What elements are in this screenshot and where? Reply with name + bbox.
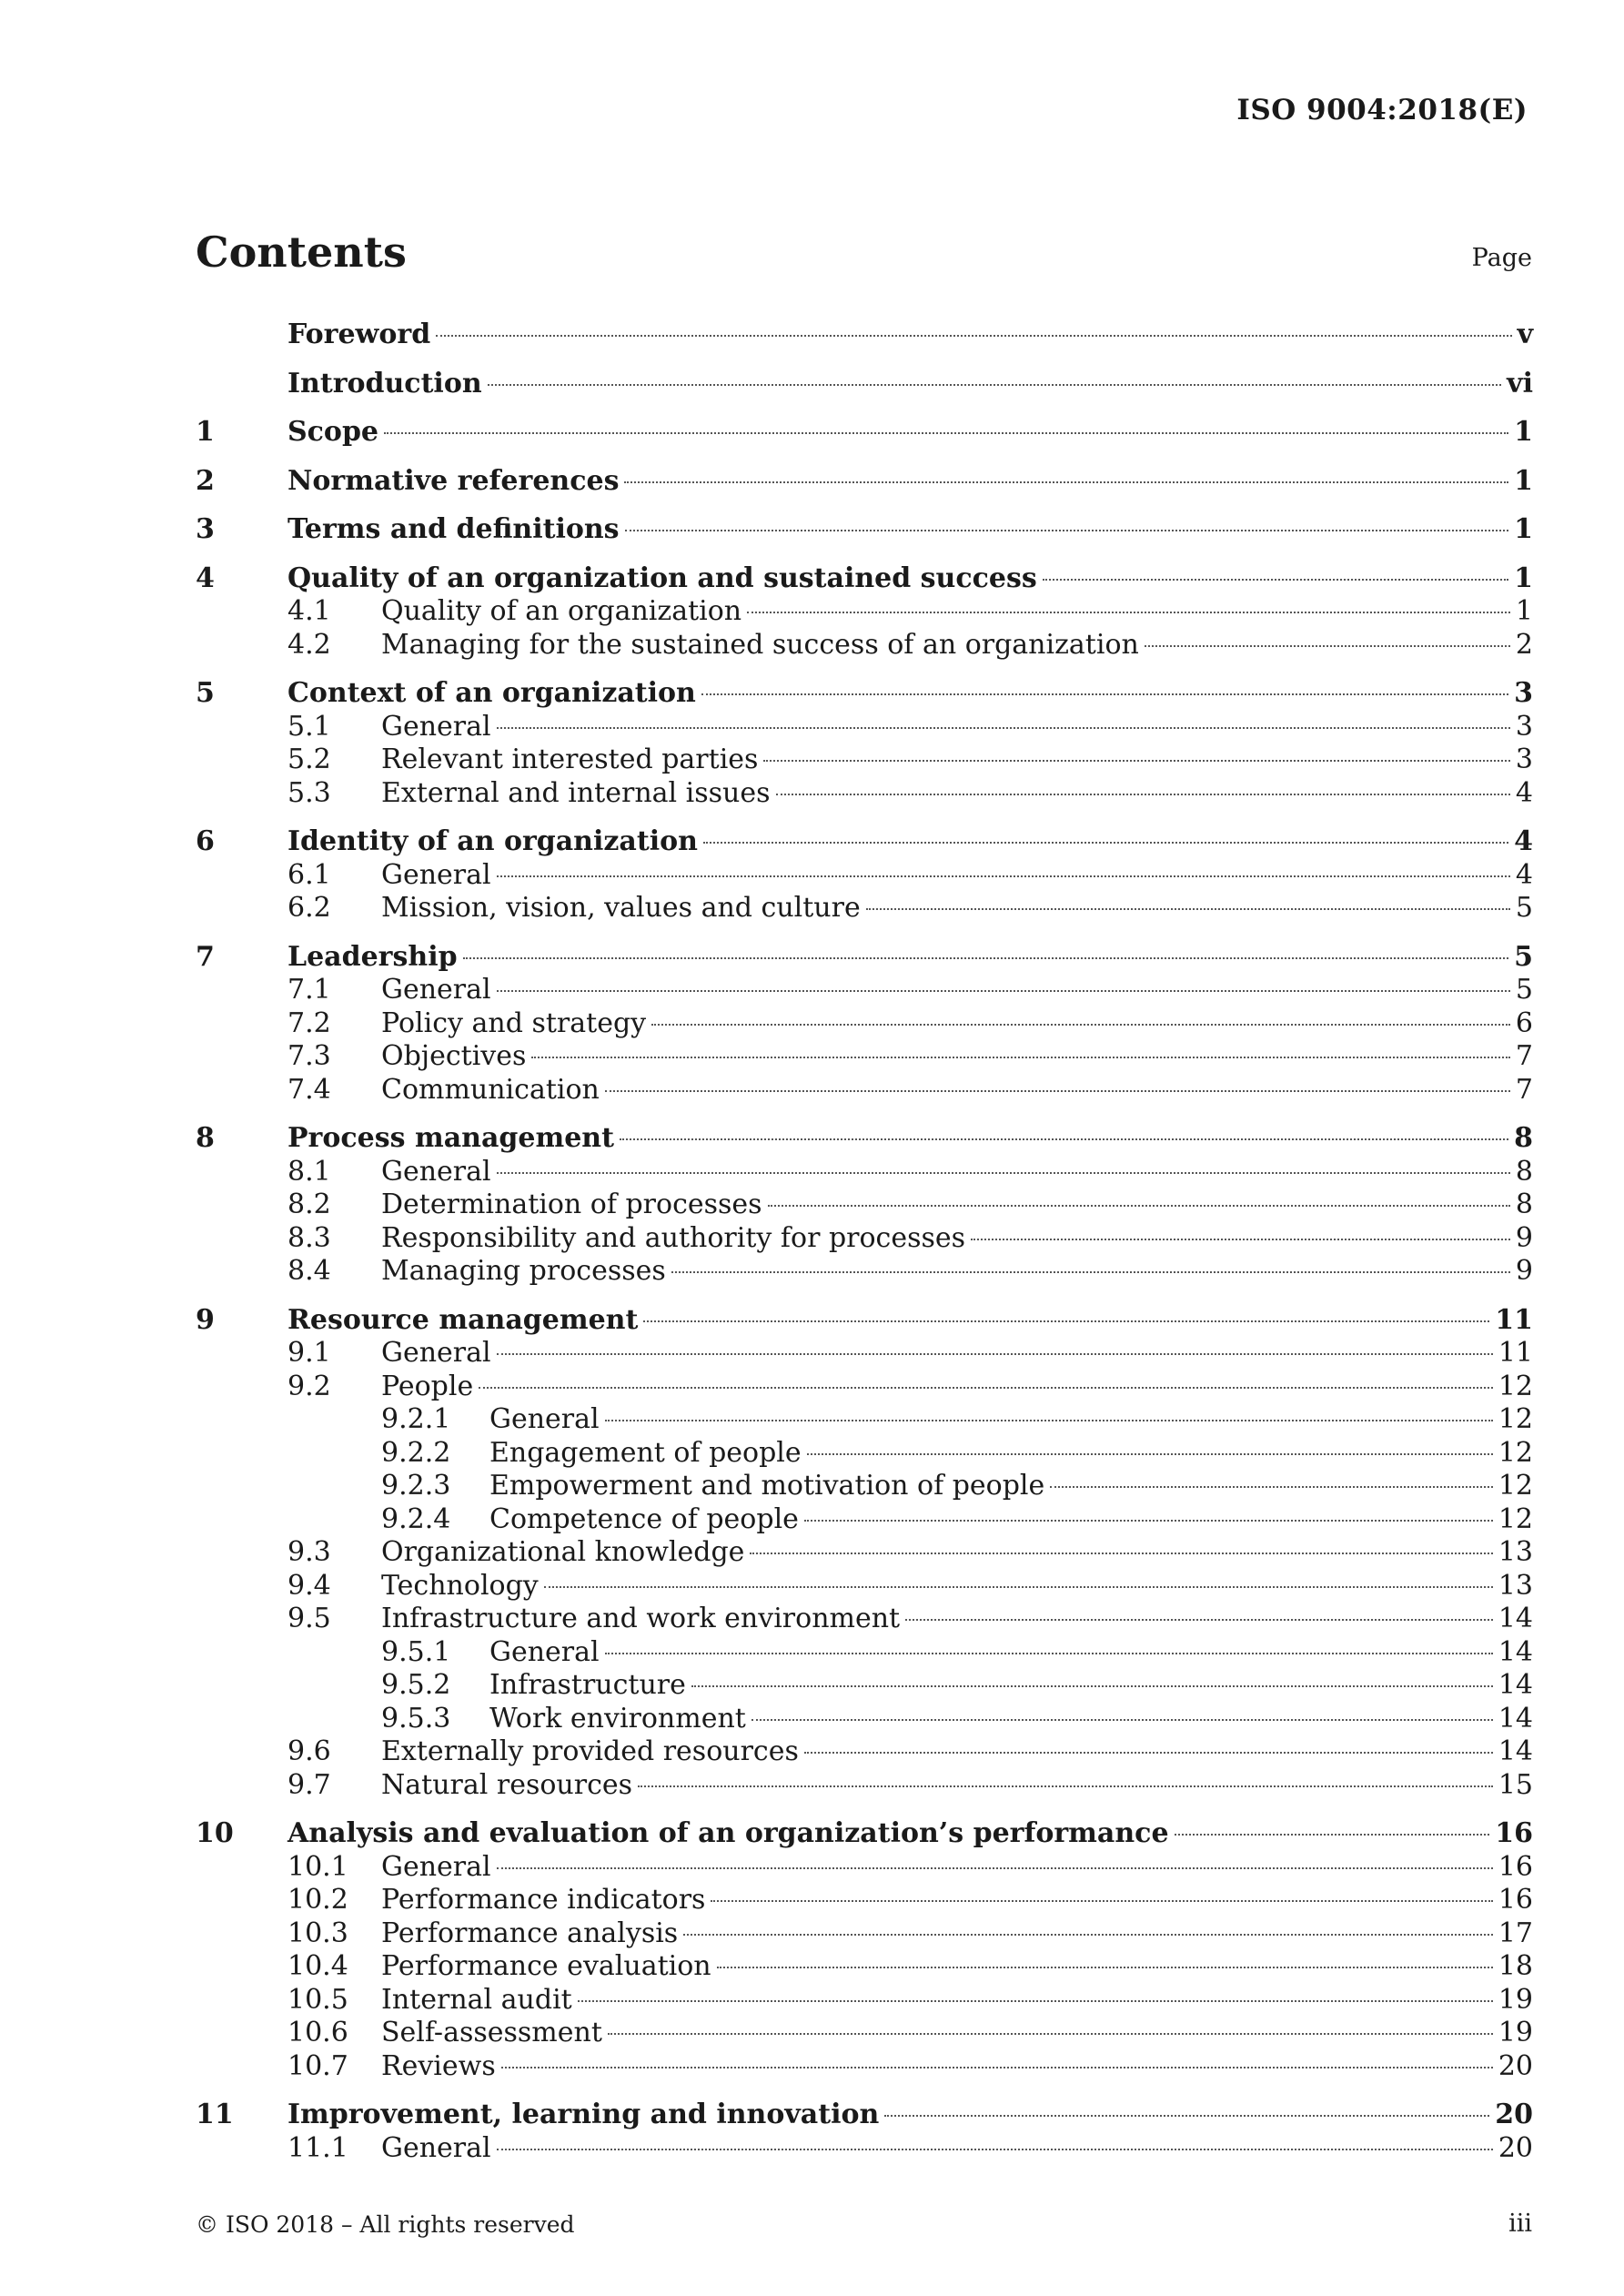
toc-entry[interactable] [196,1156,1533,1189]
toc-entry-page: 20 [1498,2049,1533,2082]
toc-leader-dots [643,1320,1489,1322]
toc-entry[interactable] [196,1536,1533,1570]
toc-leader-dots [807,1453,1493,1455]
toc-entry-page: 19 [1498,1983,1533,2016]
toc-entry-page: 12 [1498,1403,1533,1435]
toc-leader-dots [625,530,1509,531]
toc-entry-number: 9.2.1 [381,1403,451,1435]
toc-leader-dots [497,2149,1493,2150]
toc-entry-title: General [381,974,491,1006]
toc-entry-number: 6.2 [287,892,331,924]
toc-entry[interactable] [196,1950,1533,1984]
toc-entry[interactable] [196,1817,1533,1851]
toc-entry-number: 10.6 [287,2017,348,2048]
toc-entry-page: 12 [1498,1436,1533,1469]
toc-entry-title: Identity of an organization [287,825,698,857]
toc-entry[interactable] [196,562,1533,596]
toc-entry-page: 18 [1498,1950,1533,1982]
toc-entry[interactable] [196,1735,1533,1769]
toc-entry-title: Responsibility and authority for processes [381,1221,966,1254]
toc-entry-title: People [381,1370,474,1402]
toc-entry-page: 3 [1515,710,1533,743]
toc-entry[interactable] [196,513,1533,547]
toc-entry-title: Internal audit [381,1983,572,2016]
toc-entry-title: Reviews [381,2049,496,2082]
table-of-contents [196,319,1533,2165]
toc-entry-number: 4 [196,561,215,594]
toc-entry-page: 16 [1495,1817,1533,1849]
toc-entry-number: 9.5.1 [381,1635,451,1668]
toc-entry-title: Work environment [489,1702,746,1735]
toc-entry-number: 9.2.4 [381,1502,451,1535]
toc-entry-number: 10.4 [287,1950,348,1982]
toc-leader-dots [866,908,1510,910]
toc-entry[interactable] [196,2017,1533,2050]
toc-entry-title: Determination of processes [381,1188,762,1220]
toc-entry-page: 5 [1515,892,1533,924]
toc-entry-number: 11 [196,2099,234,2130]
page-column-label: Page [1471,244,1532,272]
toc-leader-dots [750,1553,1492,1554]
toc-entry-number: 10.5 [287,1983,348,2016]
toc-entry-page: 14 [1498,1735,1533,1767]
toc-entry-number: 4.1 [287,595,331,627]
toc-entry-number: 10.1 [287,1850,348,1883]
toc-entry-page: 14 [1498,1603,1533,1634]
toc-entry-number: 2 [196,464,215,497]
toc-leader-dots [497,1353,1493,1355]
toc-leader-dots [683,1934,1493,1936]
toc-entry-page: vi [1507,367,1533,400]
toc-entry-title: Policy and strategy [381,1006,647,1039]
toc-entry-number: 5.3 [287,776,331,809]
document-id: ISO 9004:2018(E) [1236,94,1528,126]
toc-entry[interactable] [196,1007,1533,1041]
toc-entry-page: 13 [1498,1536,1533,1568]
toc-leader-dots [1050,1486,1493,1488]
toc-entry-page: 4 [1515,858,1533,891]
toc-entry[interactable] [196,1503,1533,1537]
toc-entry-title: Managing for the sustained success of an organization [381,628,1139,661]
toc-entry-page: 9 [1515,1255,1533,1287]
toc-entry-page: 16 [1498,1884,1533,1916]
toc-leader-dots [531,1057,1510,1058]
toc-entry[interactable] [196,1884,1533,1917]
toc-entry-page: 14 [1498,1702,1533,1735]
toc-leader-dots [608,2033,1493,2035]
toc-entry[interactable] [196,1984,1533,2018]
toc-entry-page: 12 [1498,1470,1533,1502]
toc-leader-dots [501,2067,1493,2068]
toc-entry[interactable] [196,711,1533,744]
toc-entry-title: General [489,1635,600,1668]
toc-entry-title: Process management [287,1122,614,1154]
toc-entry-title: General [381,1337,491,1369]
toc-entry-page: v [1517,319,1533,350]
toc-entry-title: Relevant interested parties [381,743,759,775]
toc-entry[interactable] [196,1603,1533,1636]
toc-entry-number: 8 [196,1122,215,1154]
toc-entry-page: 1 [1514,416,1533,448]
toc-entry-page: 11 [1495,1303,1533,1336]
toc-entry[interactable] [196,368,1533,401]
toc-entry[interactable] [196,1188,1533,1222]
toc-entry-title: Improvement, learning and innovation [287,2099,880,2130]
toc-entry-number: 11.1 [287,2131,348,2164]
toc-leader-dots [479,1387,1493,1389]
toc-leader-dots [605,1420,1493,1421]
page-number: iii [1508,2210,1532,2238]
toc-entry-title: Performance indicators [381,1884,706,1916]
toc-entry-title: Externally provided resources [381,1735,799,1767]
toc-leader-dots [1175,1834,1490,1836]
toc-entry[interactable] [196,1570,1533,1603]
toc-entry-title: Leadership [287,940,458,973]
toc-leader-dots [776,794,1510,795]
toc-entry-page: 5 [1515,974,1533,1006]
toc-entry-number: 10.3 [287,1917,348,1949]
toc-entry-title: General [381,2131,491,2164]
toc-leader-dots [671,1271,1510,1273]
toc-entry-number: 7.4 [287,1073,331,1106]
toc-entry-page: 4 [1515,776,1533,809]
toc-entry-number: 5.2 [287,743,331,775]
toc-entry[interactable] [196,465,1533,499]
toc-entry[interactable] [196,2050,1533,2084]
toc-entry-page: 7 [1515,1040,1533,1072]
toc-leader-dots [768,1205,1510,1207]
toc-leader-dots [605,1653,1493,1654]
toc-entry-page: 4 [1514,825,1533,857]
toc-entry-title: Technology [381,1569,539,1602]
toc-entry[interactable] [196,1769,1533,1803]
toc-entry-number: 9.2.3 [381,1470,451,1502]
toc-entry-number: 9.2.2 [381,1436,451,1469]
toc-entry-title: Foreword [287,319,431,350]
toc-entry-number: 7.3 [287,1040,331,1072]
toc-entry-title: Natural resources [381,1768,633,1801]
toc-entry-title: Communication [381,1073,600,1106]
toc-entry-number: 8.4 [287,1255,331,1287]
toc-entry[interactable] [196,1917,1533,1951]
toc-entry-number: 3 [196,513,215,545]
toc-entry-page: 15 [1498,1768,1533,1801]
toc-entry-title: Terms and definitions [287,513,620,545]
toc-entry-title: Scope [287,416,379,448]
toc-entry-number: 10.7 [287,2049,348,2082]
toc-entry-page: 8 [1514,1122,1533,1154]
toc-entry-title: Performance analysis [381,1917,679,1949]
toc-leader-dots [497,990,1510,992]
toc-entry-title: General [381,1850,491,1883]
toc-entry-number: 7.2 [287,1006,331,1039]
toc-leader-dots [497,1172,1510,1174]
toc-entry-title: Organizational knowledge [381,1536,745,1568]
toc-entry-number: 10 [196,1817,234,1849]
toc-leader-dots [717,1967,1493,1968]
toc-entry-page: 1 [1514,464,1533,497]
toc-entry[interactable] [196,1304,1533,1338]
toc-leader-dots [497,727,1510,729]
toc-entry[interactable] [196,859,1533,893]
toc-entry[interactable] [196,1703,1533,1736]
toc-entry[interactable] [196,777,1533,811]
toc-leader-dots [884,2115,1489,2117]
toc-leader-dots [763,760,1509,762]
toc-entry-title: Self-assessment [381,2017,602,2048]
toc-leader-dots [624,481,1508,483]
toc-entry-title: General [489,1403,600,1435]
toc-entry[interactable] [196,974,1533,1007]
toc-leader-dots [605,1090,1510,1092]
toc-entry[interactable] [196,319,1533,352]
toc-entry-number: 5.1 [287,710,331,743]
toc-entry-title: Managing processes [381,1255,666,1287]
toc-entry-title: Quality of an organization and sustained success [287,561,1037,594]
toc-entry-page: 12 [1498,1370,1533,1402]
toc-entry-page: 19 [1498,2017,1533,2048]
toc-entry[interactable] [196,629,1533,663]
toc-entry-page: 17 [1498,1917,1533,1949]
toc-entry-title: Resource management [287,1303,639,1336]
toc-entry[interactable] [196,1222,1533,1256]
toc-leader-dots [384,432,1508,434]
toc-entry-number: 8.3 [287,1221,331,1254]
toc-entry-page: 14 [1498,1669,1533,1701]
toc-entry-page: 6 [1515,1006,1533,1039]
toc-entry-page: 1 [1514,513,1533,545]
toc-leader-dots [463,957,1509,959]
toc-entry-number: 7 [196,940,215,973]
toc-entry[interactable] [196,1437,1533,1471]
toc-entry-page: 8 [1515,1188,1533,1220]
toc-entry-number: 6 [196,825,215,857]
toc-entry[interactable] [196,1371,1533,1404]
toc-entry-title: Performance evaluation [381,1950,711,1982]
toc-entry-number: 4.2 [287,628,331,661]
toc-entry-page: 3 [1514,677,1533,709]
toc-entry-number: 9 [196,1303,215,1336]
toc-entry[interactable] [196,595,1533,629]
toc-entry-number: 9.4 [287,1569,331,1602]
toc-entry-page: 8 [1515,1155,1533,1188]
toc-leader-dots [436,335,1511,337]
toc-leader-dots [1145,645,1510,647]
toc-leader-dots [651,1024,1510,1026]
toc-entry-number: 9.1 [287,1337,331,1369]
toc-entry-number: 9.7 [287,1768,331,1801]
toc-leader-dots [711,1900,1492,1902]
toc-entry-page: 16 [1498,1850,1533,1883]
toc-entry-page: 11 [1498,1337,1533,1369]
toc-entry-title: Analysis and evaluation of an organization’s performance [287,1817,1169,1849]
toc-entry-title: Empowerment and motivation of people [489,1470,1045,1502]
toc-entry-page: 20 [1495,2099,1533,2130]
toc-leader-dots [488,384,1502,386]
toc-leader-dots [497,875,1510,877]
toc-entry[interactable] [196,416,1533,450]
toc-entry-title: Mission, vision, values and culture [381,892,861,924]
toc-entry-page: 9 [1515,1221,1533,1254]
toc-entry-number: 9.5.2 [381,1669,451,1701]
toc-entry[interactable] [196,2132,1533,2166]
toc-entry-title: External and internal issues [381,776,771,809]
toc-entry[interactable] [196,1636,1533,1670]
toc-entry-title: Competence of people [489,1502,799,1535]
toc-entry[interactable] [196,825,1533,859]
toc-entry-page: 1 [1515,595,1533,627]
toc-entry-number: 6.1 [287,858,331,891]
toc-entry-page: 7 [1515,1073,1533,1106]
toc-entry-title: General [381,858,491,891]
toc-entry-number: 8.1 [287,1155,331,1188]
toc-entry[interactable] [196,1337,1533,1371]
toc-leader-dots [638,1785,1493,1787]
toc-entry[interactable] [196,1040,1533,1074]
toc-leader-dots [804,1752,1493,1754]
copyright-notice: © ISO 2018 – All rights reserved [196,2211,575,2238]
toc-entry-number: 8.2 [287,1188,331,1220]
toc-entry[interactable] [196,1669,1533,1703]
toc-leader-dots [747,612,1510,613]
toc-entry-number: 9.6 [287,1735,331,1767]
toc-leader-dots [578,2000,1493,2002]
toc-entry-page: 12 [1498,1502,1533,1535]
toc-entry-title: Infrastructure [489,1669,686,1701]
toc-leader-dots [804,1520,1493,1522]
toc-entry[interactable] [196,1074,1533,1108]
toc-entry-title: Engagement of people [489,1436,802,1469]
toc-leader-dots [497,1867,1493,1869]
toc-entry-number: 9.5.3 [381,1702,451,1735]
toc-leader-dots [971,1239,1510,1240]
toc-entry-number: 9.3 [287,1536,331,1568]
toc-entry-page: 1 [1514,561,1533,594]
toc-entry-title: Quality of an organization [381,595,742,627]
toc-entry-page: 20 [1498,2131,1533,2164]
toc-entry-number: 9.2 [287,1370,331,1402]
toc-leader-dots [1043,579,1508,581]
toc-entry-title: General [381,1155,491,1188]
toc-entry[interactable] [196,892,1533,925]
toc-entry-number: 7.1 [287,974,331,1006]
toc-leader-dots [905,1619,1493,1621]
toc-entry-page: 14 [1498,1635,1533,1668]
toc-leader-dots [751,1719,1493,1721]
toc-leader-dots [544,1586,1493,1588]
toc-entry[interactable] [196,677,1533,711]
toc-entry-page: 2 [1515,628,1533,661]
toc-entry[interactable] [196,941,1533,975]
toc-entry-page: 5 [1514,940,1533,973]
page-title: Contents [196,228,407,277]
toc-entry-title: Context of an organization [287,677,696,709]
toc-entry-page: 3 [1515,743,1533,775]
toc-entry-number: 1 [196,416,215,448]
toc-entry[interactable] [196,1403,1533,1437]
toc-entry[interactable] [196,1122,1533,1156]
toc-entry-title: Infrastructure and work environment [381,1603,901,1634]
toc-entry-title: Normative references [287,464,620,497]
toc-entry-number: 10.2 [287,1884,348,1916]
toc-entry-number: 9.5 [287,1603,331,1634]
toc-leader-dots [620,1138,1508,1140]
toc-entry[interactable] [196,743,1533,777]
toc-entry-number: 5 [196,677,215,709]
toc-entry[interactable] [196,2099,1533,2132]
toc-entry-title: Introduction [287,367,482,400]
toc-leader-dots [703,842,1508,844]
toc-entry-page: 13 [1498,1569,1533,1602]
toc-leader-dots [691,1685,1493,1687]
toc-entry-title: General [381,710,491,743]
toc-leader-dots [701,693,1508,695]
toc-entry[interactable] [196,1470,1533,1503]
toc-entry[interactable] [196,1255,1533,1289]
toc-entry[interactable] [196,1851,1533,1885]
toc-entry-title: Objectives [381,1040,527,1072]
